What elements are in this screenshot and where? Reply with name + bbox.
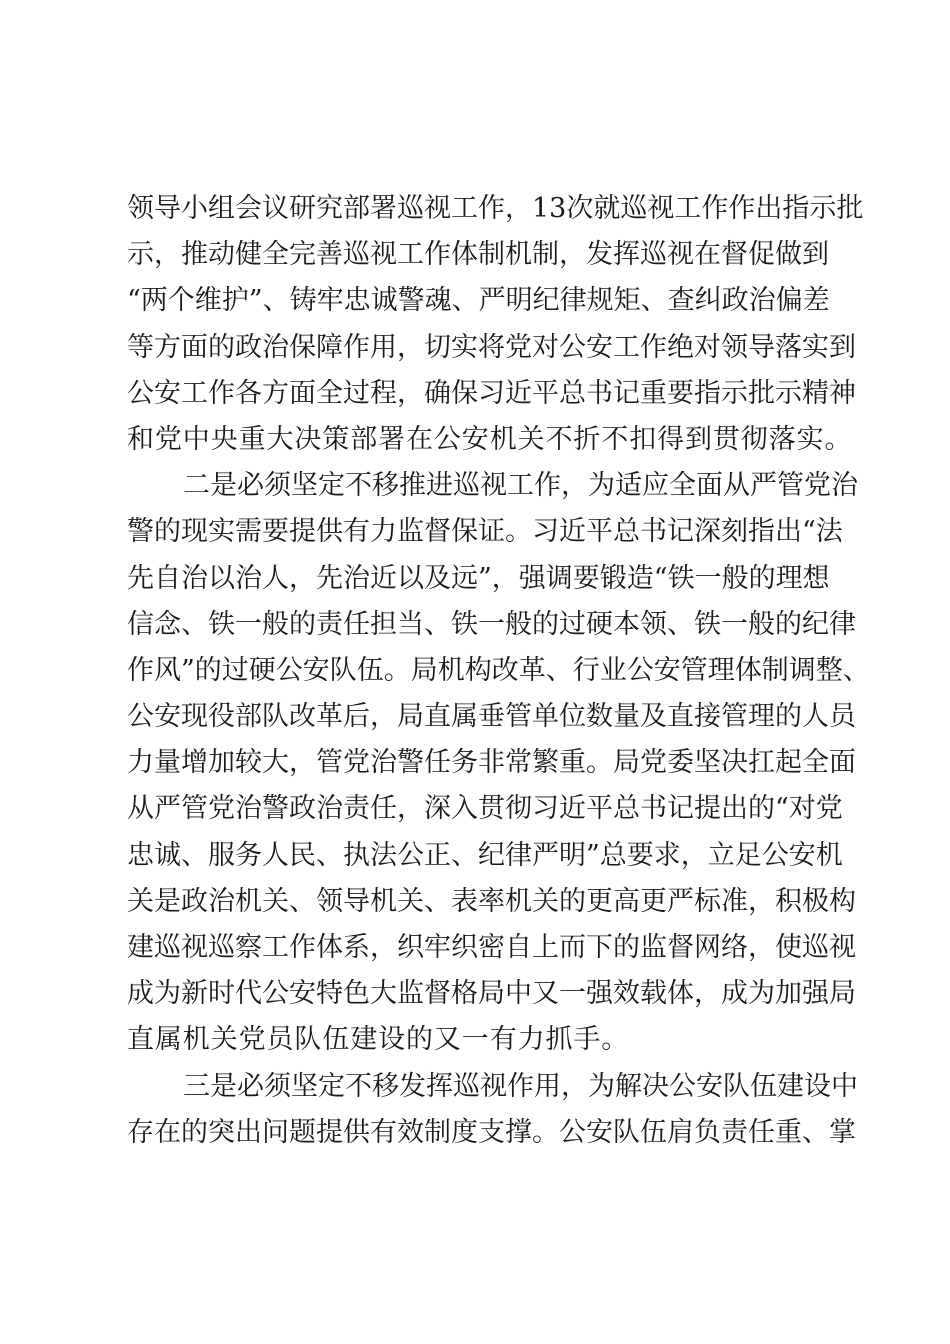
text-line: 警的现实需要提供有力监督保证。习近平总书记深刻指出“法 (127, 516, 843, 548)
text-line: 三是必须坚定不移发挥巡视作用，为解决公安队伍建设中 (183, 1070, 858, 1102)
text-line: 信念、铁一般的责任担当、铁一般的过硬本领、铁一般的纪律 (127, 608, 856, 640)
paragraph-3 (127, 1064, 858, 1156)
text-line: “两个维护”、铸牢忠诚警魂、严明纪律规矩、查纠政治偏差 (127, 285, 830, 317)
text-line: 关是政治机关、领导机关、表率机关的更高更严标准，积极构 (127, 885, 856, 917)
paragraph-1 (127, 186, 864, 463)
text-line: 从严管党治警政治责任，深入贯彻习近平总书记提出的“对党 (127, 793, 843, 825)
text-line: 示，推动健全完善巡视工作体制机制，发挥巡视在督促做到 (127, 239, 829, 271)
text-line: 建巡视巡察工作体系，织牢织密自上而下的监督网络，使巡视 (127, 932, 856, 963)
text-line: 等方面的政治保障作用，切实将党对公安工作绝对领导落实到 (127, 331, 856, 363)
text-line: 领导小组会议研究部署巡视工作，13次就巡视工作作出指示批 (127, 193, 864, 224)
document-body (127, 186, 870, 1156)
text-line: 成为新时代公安特色大监督格局中又一强效载体，成为加强局 (127, 978, 856, 1010)
text-line: 直属机关党员队伍建设的又一有力抓手。 (127, 1024, 630, 1056)
text-line: 二是必须坚定不移推进巡视工作，为适应全面从严管党治 (183, 470, 858, 502)
text-line: 力量增加较大，管党治警任务非常繁重。局党委坚决扛起全面 (127, 747, 856, 779)
text-line: 作风”的过硬公安队伍。局机构改革、行业公安管理体制调整、 (127, 654, 870, 686)
text-line: 公安工作各方面全过程，确保习近平总书记重要指示批示精神 (127, 377, 856, 409)
text-line: 公安现役部队改革后，局直属垂管单位数量及直接管理的人员 (127, 701, 856, 733)
paragraph-2 (127, 463, 870, 1063)
text-line: 忠诚、服务人民、执法公正、纪律严明”总要求，立足公安机 (127, 839, 843, 871)
text-line: 存在的突出问题提供有效制度支撑。公安队伍肩负责任重、掌 (127, 1116, 856, 1148)
text-line: 和党中央重大决策部署在公安机关不折不扣得到贯彻落实。 (127, 423, 853, 455)
text-line: 先自治以治人，先治近以及远”，强调要锻造“铁一般的理想 (127, 562, 830, 594)
